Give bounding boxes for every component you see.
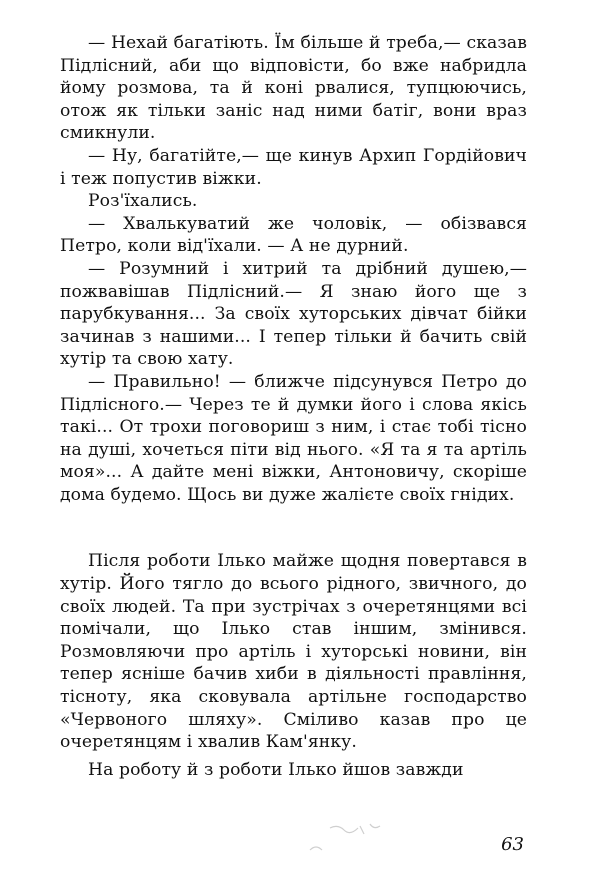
paragraph: — Хвалькуватий же чоловік, — обізвався Петро, коли від'їхали. — А не дурний.: [60, 213, 527, 257]
paragraph: — Правильно! — ближче підсунувся Петро до Підлісного.— Через те й думки його і слова якісь такі... От трохи поговориш з ним, і стає тобі тісно на душі, хочеться піти від нього. «Я та я та артіль моя»... А дайте мені віжки, Антоновичу, скоріше дома будемо. Щось ви дуже жалієте своїх гнідих.: [60, 371, 527, 505]
paragraph: — Ну, багатійте,— ще кинув Архип Гордійович і теж попустив віжки.: [60, 145, 527, 189]
ink-smudge: [300, 816, 410, 856]
paragraph: — Нехай багатіють. Їм більше й треба,— сказав Підлісний, аби що відповісти, бо вже набридла йому розмова, та й коні рвалися, тупцюючись, отож як тільки заніс над ними батіг, вони враз смикнули.: [60, 33, 527, 144]
paragraph: На роботу й з роботи Ілько йшов завжди: [88, 759, 464, 780]
paragraph: Після роботи Ілько майже щодня повертався в хутір. Його тягло до всього рідного, звичного, до своїх людей. Та при зустрічах з очеретянцями всі помічали, що Ілько став іншим, змінився. Розмовляючи про артіль і хуторські новини, він тепер ясніше бачив хиби в діяльності правління, тісноту, яка сковувала артільне господарство «Червоного шляху». Сміливо казав про це очеретянцям і хвалив Кам'янку.: [60, 551, 527, 753]
paragraph: Роз'їхались.: [88, 191, 198, 212]
book-page: [60, 32, 527, 781]
page-number: 63: [501, 834, 524, 855]
paragraph: — Розумний і хитрий та дрібний душею,— пожвавішав Підлісний.— Я знаю його ще з парубкування... За своїх хуторських дівчат бійки зачинав з нашими... І тепер тільки й бачить свій хутір та свою хату.: [60, 258, 527, 370]
